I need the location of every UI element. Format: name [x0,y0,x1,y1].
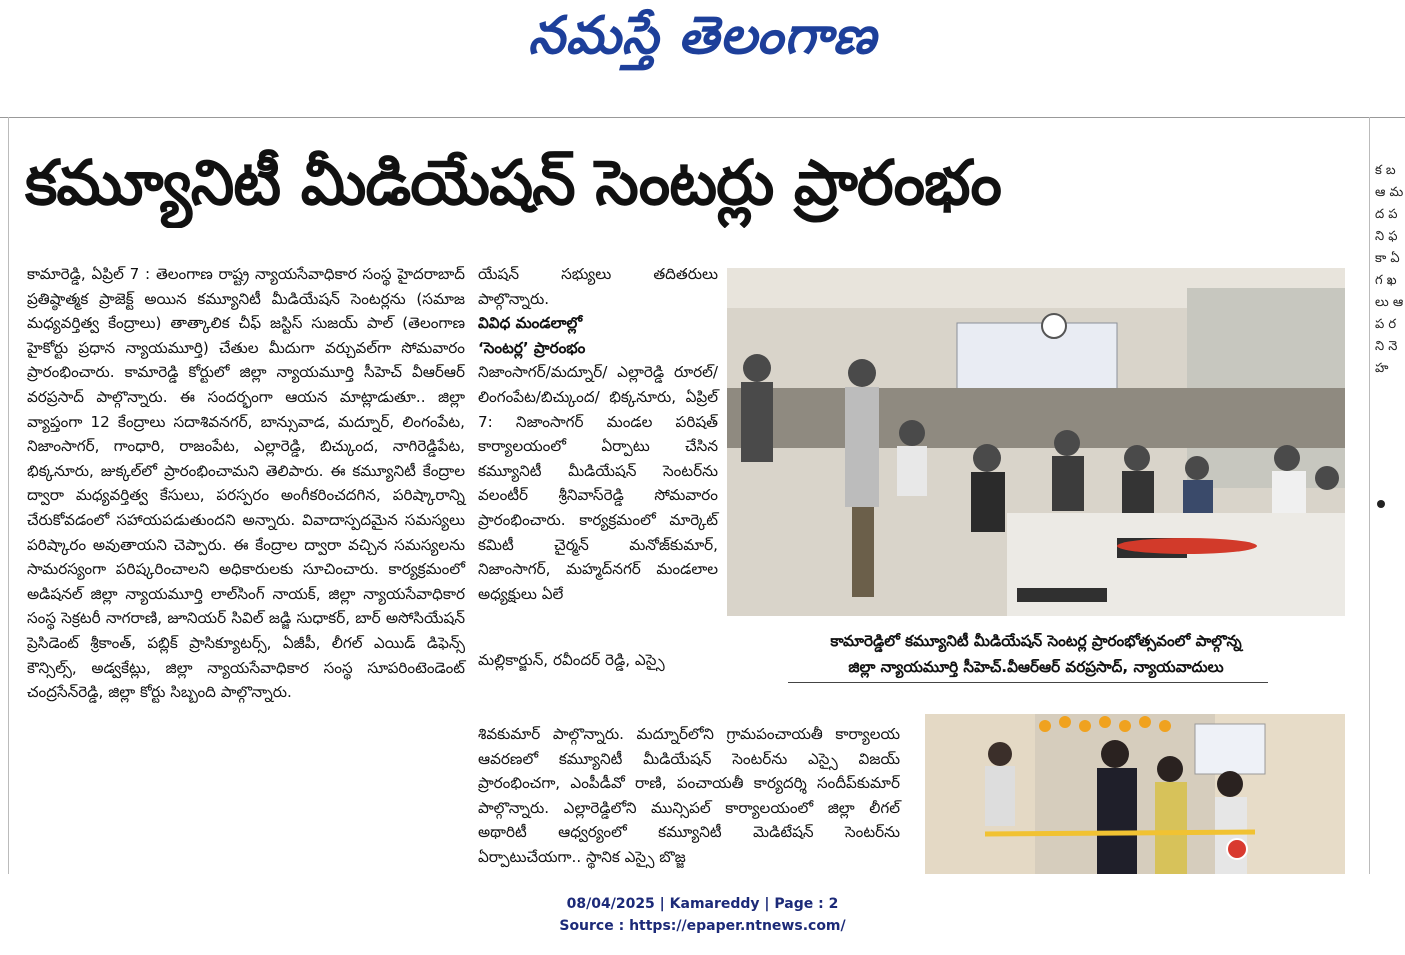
ribbon-cutting-photo [925,714,1345,874]
newspaper-logo: నమస్తే తెలంగాణ [528,6,877,66]
left-column-rule [8,117,9,874]
column-2-lower-body: శివకుమార్ పాల్గొన్నారు. మద్నూర్‌లోని గ్రామపంచాయతీ కార్యాలయ ఆవరణలో కమ్యూనిటీ మీడియేషన్ సెంటర్‌ను ఎస్సై విజయ్ ప్రారంభించగా, ఎంపీడీవో రాణి, పంచాయతీ కార్యదర్శి సందీప్‌కుమార్ పాల్గొన్నారు. ఎల్లారెడ్డిలోని మున్సిపల్ కార్యాలయంలో జిల్లా లీగల్ అథారిటీ ఆధ్వర్యంలో కమ్యూనిటీ మెడిటేషన్ సెంటర్‌ను ఏర్పాటుచేయగా.. స్థానిక ఎస్సై బొజ్జ [478,725,900,866]
footer-source-link[interactable]: Source : https://epaper.ntnews.com/ [559,918,846,934]
caption-line-2: జిల్లా న్యాయమూర్తి సీహెచ్.వీఆర్ఆర్ వరప్రసాద్, న్యాయవాదులు [848,658,1224,676]
masthead [0,0,1405,80]
footer-edition-info: 08/04/2025 | Kamareddy | Page : 2 [566,896,839,912]
column-2-continuation: మల్లికార్జున్, రవీందర్ రెడ్డి, ఎస్సై [478,651,665,669]
bullet-icon [1377,500,1385,508]
column-2-intro: యేషన్ సభ్యులు తదితరులు పాల్గొన్నారు. [478,265,718,308]
court-event-photo [727,268,1345,616]
page-footer [0,893,1405,937]
caption-line-1: కామారెడ్డిలో కమ్యూనిటీ మీడియేషన్ సెంటర్ల ప్రారంభోత్సవంలో పాల్గొన్న [830,632,1242,650]
subheading-line-2: ‘సెంటర్ల’ ప్రారంభం [478,338,586,357]
column-2-body: నిజాంసాగర్/మద్నూర్/ ఎల్లారెడ్డి రూరల్/లింగంపేట/బిచ్కుంద/ భిక్కనూరు, ఏప్రిల్ 7: నిజాంసాగర్ మండల పరిషత్ కార్యాలయంలో ఏర్పాటు చేసిన కమ్యూనిటీ మీడియేషన్ సెంటర్‌ను వలంటీర్ శ్రీనివాస్‌రెడ్డి సోమవారం ప్రారంభించారు. కార్యక్రమంలో మార్కెట్ కమిటీ చైర్మన్ మనోజ్‌కుమార్, నిజాంసాగర్, మహ్మద్‌నగర్ మండలాల అధ్యక్షులు ఏలే [478,363,718,603]
photo-caption [727,628,1345,680]
subheading-line-1: వివిధ మండలాల్లో [478,314,583,333]
caption-divider [788,682,1268,683]
article-column-1: కామారెడ్డి, ఏప్రిల్ 7 : తెలంగాణ రాష్ట్ర న్యాయసేవాధికార సంస్థ హైదరాబాద్ ప్రతిష్ఠాత్మక ప్రాజెక్ట్ అయిన కమ్యూనిటీ మీడియేషన్ సెంటర్లను (సమాజ మధ్యవర్తిత్వ కేంద్రాలు) తాత్కాలిక చీఫ్ జస్టిస్ సుజయ్ పాల్ (తెలంగాణ హైకోర్టు ప్రధాన న్యాయమూర్తి) చేతుల మీదుగా వర్చువల్‌గా సోమవారం ప్రారంభించారు. కామారెడ్డి కోర్టులో జిల్లా న్యాయమూర్తి సీహెచ్ వీఆర్ఆర్ వరప్రసాద్ పాల్గొన్నారు. ఈ సందర్భంగా ఆయన మాట్లాడుతూ.. జిల్లా వ్యాప్తంగా 12 కేంద్రాలు సదాశివనగర్, బాన్సువాడ, మద్నూర్, లింగంపేట, నిజాంసాగర్, గాంధారి, రాజంపేట, ఎల్లారెడ్డి, బిచ్కుంద, నాగిరెడ్డిపేట, భిక్కనూరు, జుక్కల్‌లో ప్రారంభించామని తెలిపారు. ఈ కమ్యూనిటీ కేంద్రాల ద్వారా మధ్యవర్తిత్వ కేసులు, పరస్పరం అంగీకరించదగిన, పరిష్కారాన్ని చేరుకోవడంలో సహాయపడుతుందని అన్నారు. వివాదాస్పదమైన సమస్యలు పరిష్కారం అవుతాయని చెప్పారు. ఈ కేంద్రాల ద్వారా వచ్చిన సమస్యలను సామరస్యంగా పరిష్కరించాలని అధికారులకు సూచించారు. కార్యక్రమంలో అడిషనల్ జిల్లా న్యాయమూర్తి లాల్‌సింగ్ నాయక్, జిల్లా న్యాయసేవాధికార సంస్థ సెక్రటరీ నాగరాణి, జూనియర్ సివిల్ జడ్జి సుధాకర్, బార్ అసోసియేషన్ ప్రెసిడెంట్ శ్రీకాంత్, పబ్లిక్ ప్రాసిక్యూటర్స్, ఏజీపీ, లీగల్ ఎయిడ్ డిఫెన్స్ కౌన్సిల్స్, అడ్వకేట్లు, జిల్లా న్యాయసేవాధికార సంస్థ సూపరింటెండెంట్ చంద్రసేన్‌రెడ్డి, జిల్లా కోర్టు సిబ్బంది పాల్గొన్నారు. [27,265,465,702]
adjacent-article-fragment: క బ ఆ మ ద ప ని ఫ కా ఏ గ ఖ లు ఆ ప ర ని నె హ [1375,163,1404,376]
article-headline: కమ్యూనిటీ మీడియేషన్ సెంటర్లు ప్రారంభం [25,146,1001,219]
article-column-2 [478,262,718,606]
right-column-rule [1369,117,1370,874]
